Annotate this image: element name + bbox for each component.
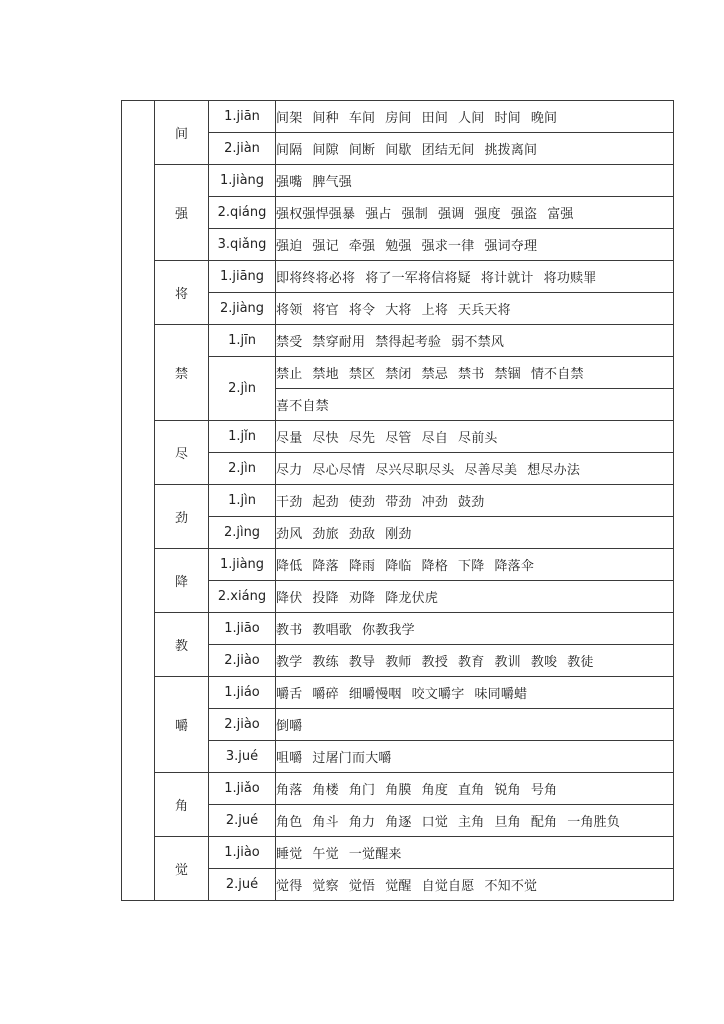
words-cell: [276, 197, 674, 229]
word: 教练: [312, 655, 339, 670]
word: 尽管: [385, 431, 412, 446]
word: 角逐: [385, 815, 412, 830]
word: 强度: [474, 207, 501, 222]
word: 教书: [276, 623, 303, 638]
word: 降临: [385, 559, 412, 574]
pinyin-cell: 1.jiāo: [209, 613, 276, 645]
words-cell: [276, 741, 674, 773]
words-cell: [276, 293, 674, 325]
word: 弱不禁风: [451, 335, 505, 350]
words-cell: [276, 613, 674, 645]
word: 禁闭: [385, 367, 412, 382]
word: 将了一军将信将疑: [365, 271, 471, 286]
words-cell: [276, 837, 674, 869]
character-cell: 将: [155, 261, 209, 325]
character-cell: 强: [155, 165, 209, 261]
word: 角门: [348, 783, 376, 798]
word: 一角胜负: [567, 815, 621, 830]
words-cell: [276, 101, 674, 133]
word: 教导: [348, 655, 376, 670]
word: 团结无间: [421, 143, 475, 158]
words-cell: [276, 549, 674, 581]
word: 劲敌: [348, 527, 376, 542]
character-cell: 教: [155, 613, 209, 677]
word: 教授: [421, 655, 449, 670]
word: 尽力: [276, 463, 303, 478]
word: 尽自: [421, 431, 449, 446]
word: 咬文嚼字: [411, 687, 465, 702]
word: 强调: [438, 207, 465, 222]
pinyin-cell: 3.qiǎng: [209, 229, 276, 261]
words-cell: [276, 229, 674, 261]
table-row: [122, 677, 674, 709]
pinyin-cell: 2.jìn: [209, 357, 276, 421]
word: 强盗: [510, 207, 538, 222]
table-row: [122, 549, 674, 581]
word: 禁书: [458, 367, 485, 382]
word: 强制: [401, 207, 429, 222]
word: 投降: [312, 591, 339, 606]
word: 味同嚼蜡: [474, 687, 528, 702]
character-cell: 禁: [155, 325, 209, 421]
word: 禁止: [276, 367, 303, 382]
words-cell: [276, 165, 674, 197]
word: 间隙: [312, 143, 339, 158]
pinyin-cell: 1.jiān: [209, 101, 276, 133]
table-row: [122, 421, 674, 453]
words-cell: [276, 421, 674, 453]
word: 禁忌: [421, 367, 449, 382]
word: 尽心尽情: [312, 463, 366, 478]
character-cell: 降: [155, 549, 209, 613]
word: 田间: [421, 111, 449, 126]
pinyin-cell: 1.jiàng: [209, 165, 276, 197]
word: 尽先: [348, 431, 376, 446]
word: 禁区: [348, 367, 376, 382]
words-cell: [276, 453, 674, 485]
character-cell: 间: [155, 101, 209, 165]
pinyin-cell: 2.jiàng: [209, 293, 276, 325]
word: 使劲: [348, 495, 376, 510]
word: 禁地: [312, 367, 339, 382]
word: 觉得: [276, 879, 303, 894]
words-cell: [276, 709, 674, 741]
word: 降格: [421, 559, 449, 574]
word: 时间: [494, 111, 521, 126]
word: 过屠门而大嚼: [312, 751, 392, 766]
word: 刚劲: [385, 527, 412, 542]
words-cell: [276, 261, 674, 293]
word: 直角: [458, 783, 485, 798]
word: 禁穿耐用: [312, 335, 366, 350]
word: 喜不自禁: [276, 399, 329, 414]
word: 降雨: [348, 559, 376, 574]
word: 强权强悍强暴: [276, 207, 356, 222]
word: 强嘴: [276, 175, 303, 190]
word: 情不自禁: [530, 367, 584, 382]
pinyin-cell: 2.jìng: [209, 517, 276, 549]
pinyin-cell: 1.jiàng: [209, 549, 276, 581]
word: 尽前头: [458, 431, 498, 446]
word: 教师: [385, 655, 412, 670]
word: 劝降: [348, 591, 376, 606]
word: 富强: [547, 207, 574, 222]
word: 教唆: [530, 655, 558, 670]
word: 劲风: [276, 527, 303, 542]
word: 强记: [312, 239, 339, 254]
word: 配角: [530, 815, 558, 830]
pinyin-cell: 2.jiàn: [209, 133, 276, 165]
word: 嚼碎: [312, 687, 339, 702]
word: 强占: [365, 207, 392, 222]
word: 天兵天将: [458, 303, 511, 318]
pinyin-cell: 3.jué: [209, 741, 276, 773]
word: 干劲: [276, 495, 303, 510]
word: 将令: [348, 303, 376, 318]
word: 角楼: [312, 783, 339, 798]
pinyin-cell: 1.jiáo: [209, 677, 276, 709]
character-cell: 尽: [155, 421, 209, 485]
word: 大将: [385, 303, 412, 318]
word: 人间: [458, 111, 485, 126]
pinyin-cell: 1.jǐn: [209, 421, 276, 453]
word: 禁得起考验: [375, 335, 442, 350]
word: 劲旅: [312, 527, 339, 542]
words-cell: [276, 645, 674, 677]
character-cell: 嚼: [155, 677, 209, 773]
word: 强求一律: [421, 239, 475, 254]
word: 教育: [458, 655, 485, 670]
words-cell-continued: [276, 389, 674, 421]
character-cell: 劲: [155, 485, 209, 549]
character-cell: 觉: [155, 837, 209, 901]
words-cell: [276, 325, 674, 357]
table-row: [122, 485, 674, 517]
word: 禁受: [276, 335, 303, 350]
table-row: [122, 261, 674, 293]
word: 下降: [458, 559, 485, 574]
pinyin-cell: 2.xiáng: [209, 581, 276, 613]
word: 将官: [312, 303, 339, 318]
word: 晚间: [530, 111, 558, 126]
word: 将功赎罪: [543, 271, 597, 286]
word: 角力: [348, 815, 376, 830]
word: 将计就计: [480, 271, 534, 286]
words-cell: [276, 133, 674, 165]
words-cell: [276, 357, 674, 389]
word: 教学: [276, 655, 303, 670]
word: 睡觉: [276, 847, 303, 862]
pinyin-cell: 2.qiáng: [209, 197, 276, 229]
word: 自觉自愿: [421, 879, 475, 894]
blank-column: [122, 101, 155, 901]
word: 想尽办法: [527, 463, 581, 478]
word: 角斗: [312, 815, 339, 830]
words-cell: [276, 677, 674, 709]
word: 尽兴尽职尽头: [375, 463, 455, 478]
pinyin-cell: 2.jìn: [209, 453, 276, 485]
word: 嚼舌: [276, 687, 303, 702]
pinyin-cell: 2.jué: [209, 869, 276, 901]
words-cell: [276, 581, 674, 613]
word: 角落: [276, 783, 303, 798]
table-row: [122, 773, 674, 805]
word: 将领: [276, 303, 303, 318]
table-row: [122, 165, 674, 197]
word: 教训: [494, 655, 521, 670]
word: 号角: [530, 783, 558, 798]
word: 挑拨离间: [484, 143, 538, 158]
pinyin-cell: 2.jiào: [209, 645, 276, 677]
word: 午觉: [312, 847, 339, 862]
word: 间架: [276, 111, 303, 126]
polyphone-table-body: [122, 101, 674, 901]
word: 角度: [421, 783, 449, 798]
word: 降伏: [276, 591, 303, 606]
word: 觉悟: [348, 879, 376, 894]
word: 房间: [385, 111, 412, 126]
word: 旦角: [494, 815, 521, 830]
pinyin-cell: 1.jiāng: [209, 261, 276, 293]
table-row: [122, 613, 674, 645]
table-row: [122, 325, 674, 357]
word: 锐角: [494, 783, 521, 798]
word: 倒嚼: [276, 719, 303, 734]
word: 降龙伏虎: [385, 591, 439, 606]
word: 车间: [348, 111, 376, 126]
word: 觉察: [312, 879, 339, 894]
words-cell: [276, 805, 674, 837]
word: 尽善尽美: [464, 463, 518, 478]
word: 咀嚼: [276, 751, 303, 766]
word: 勉强: [385, 239, 412, 254]
word: 降落伞: [494, 559, 535, 574]
word: 你教我学: [362, 623, 415, 638]
pinyin-cell: 2.jué: [209, 805, 276, 837]
word: 强迫: [276, 239, 303, 254]
words-cell: [276, 773, 674, 805]
word: 降落: [312, 559, 339, 574]
pinyin-cell: 1.jiǎo: [209, 773, 276, 805]
word: 脾气强: [312, 175, 353, 190]
character-cell: 角: [155, 773, 209, 837]
table-row: [122, 837, 674, 869]
word: 角色: [276, 815, 303, 830]
word: 即将终将必将: [276, 271, 356, 286]
word: 尽快: [312, 431, 339, 446]
word: 觉醒: [385, 879, 412, 894]
word: 强词夺理: [484, 239, 538, 254]
word: 角膜: [385, 783, 412, 798]
word: 间隔: [276, 143, 303, 158]
polyphone-table: [121, 100, 674, 901]
word: 主角: [458, 815, 485, 830]
pinyin-cell: 1.jiào: [209, 837, 276, 869]
table-row: [122, 101, 674, 133]
word: 间种: [312, 111, 339, 126]
word: 一觉醒来: [348, 847, 402, 862]
word: 间断: [348, 143, 376, 158]
pinyin-cell: 1.jīn: [209, 325, 276, 357]
word: 带劲: [385, 495, 412, 510]
word: 不知不觉: [484, 879, 538, 894]
word: 牵强: [348, 239, 376, 254]
word: 鼓劲: [458, 495, 485, 510]
word: 教唱歌: [312, 623, 353, 638]
word: 细嚼慢咽: [348, 687, 402, 702]
word: 间歇: [385, 143, 412, 158]
pinyin-cell: 2.jiào: [209, 709, 276, 741]
word: 起劲: [312, 495, 339, 510]
words-cell: [276, 517, 674, 549]
word: 上将: [421, 303, 449, 318]
words-cell: [276, 869, 674, 901]
word: 尽量: [276, 431, 303, 446]
word: 禁锢: [494, 367, 521, 382]
word: 降低: [276, 559, 303, 574]
word: 口觉: [421, 815, 449, 830]
word: 教徒: [567, 655, 594, 670]
words-cell: [276, 485, 674, 517]
pinyin-cell: 1.jìn: [209, 485, 276, 517]
word: 冲劲: [421, 495, 449, 510]
